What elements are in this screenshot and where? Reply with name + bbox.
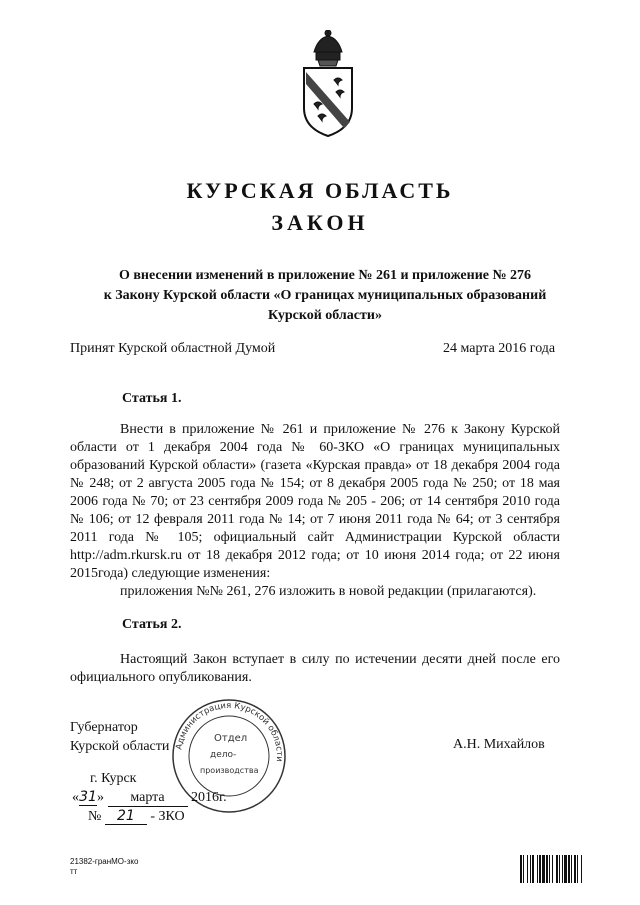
document-code: 21382-гранМО-зко xyxy=(70,857,139,866)
stamp-outer-text: Администрация Курской области xyxy=(174,700,285,763)
coat-of-arms-emblem xyxy=(296,30,360,140)
article-2-body xyxy=(70,651,560,687)
barcode xyxy=(520,855,620,883)
place-of-signing: г. Курск xyxy=(90,771,137,786)
executor-initials: тт xyxy=(70,867,78,876)
stamp-inner-text: дело- xyxy=(210,750,237,760)
article-1-paragraph: Внести в приложение № 261 и приложение № 276 к Закону Курской области от 1 декабря 2004 года № 60-ЗКО «О границах муниципальных образований Курской области» (газета «Курская правда» от 18 декабря 2004 года № 248; от 2 августа 2005 года № 154; от 8 декабря 2005 года № 250; от 18 мая 2006 года № 70; от 23 сентября 2009 года № 205 - 206; от 14 сентября 2010 года № 106; от 12 февраля 2011 года № 14; от 7 июня 2011 года № 64; от 3 сентября 2011 года № 105; официальный сайт Администрации Курской области http://adm.rkursk.ru от 18 декабря 2012 года; от 10 июня 2014 года; от 22 июня 2015года) следующие изменения: xyxy=(70,422,560,581)
date-day: 31 xyxy=(79,789,97,805)
article-2-paragraph: Настоящий Закон вступает в силу по истечении десяти дней после его официального опубликования. xyxy=(70,652,560,685)
signatory-name: А.Н. Михайлов xyxy=(453,737,545,752)
article-2-heading: Статья 2. xyxy=(122,617,182,632)
stamp-inner-text: производства xyxy=(200,766,259,775)
footer-code xyxy=(70,857,138,877)
adoption-date: 24 марта 2016 года xyxy=(443,341,556,356)
law-number xyxy=(88,808,185,825)
law-subject-line: Курской области» xyxy=(268,308,382,323)
stamp-inner-text: Отдел xyxy=(214,733,248,744)
signatory-role xyxy=(70,718,169,756)
adopted-by-text: Принят Курской областной Думой xyxy=(70,341,276,356)
article-1-paragraph: приложения №№ 261, 276 изложить в новой редакции (прилагаются). xyxy=(120,584,537,599)
date-month: марта xyxy=(108,790,188,807)
signing-date xyxy=(72,789,227,807)
date-year: 2016г. xyxy=(191,790,227,805)
signatory-role-line: Губернатор xyxy=(70,720,138,735)
date-close-quote: » xyxy=(97,790,104,805)
article-1-body xyxy=(70,421,560,601)
signatory-role-line: Курской области xyxy=(70,739,170,754)
date-open-quote: « xyxy=(72,790,79,805)
law-subject-line: к Закону Курской области «О границах муниципальных образований xyxy=(103,288,547,303)
law-subject xyxy=(60,266,590,326)
document-type-title: ЗАКОН xyxy=(271,210,369,235)
law-subject-line: О внесении изменений в приложение № 261 и приложение № 276 xyxy=(118,268,532,283)
region-title: КУРСКАЯ ОБЛАСТЬ xyxy=(186,178,454,203)
number-suffix: - ЗКО xyxy=(150,809,185,824)
number-prefix: № xyxy=(88,809,102,824)
article-1-heading: Статья 1. xyxy=(122,391,182,406)
number-value: 21 xyxy=(105,808,147,825)
